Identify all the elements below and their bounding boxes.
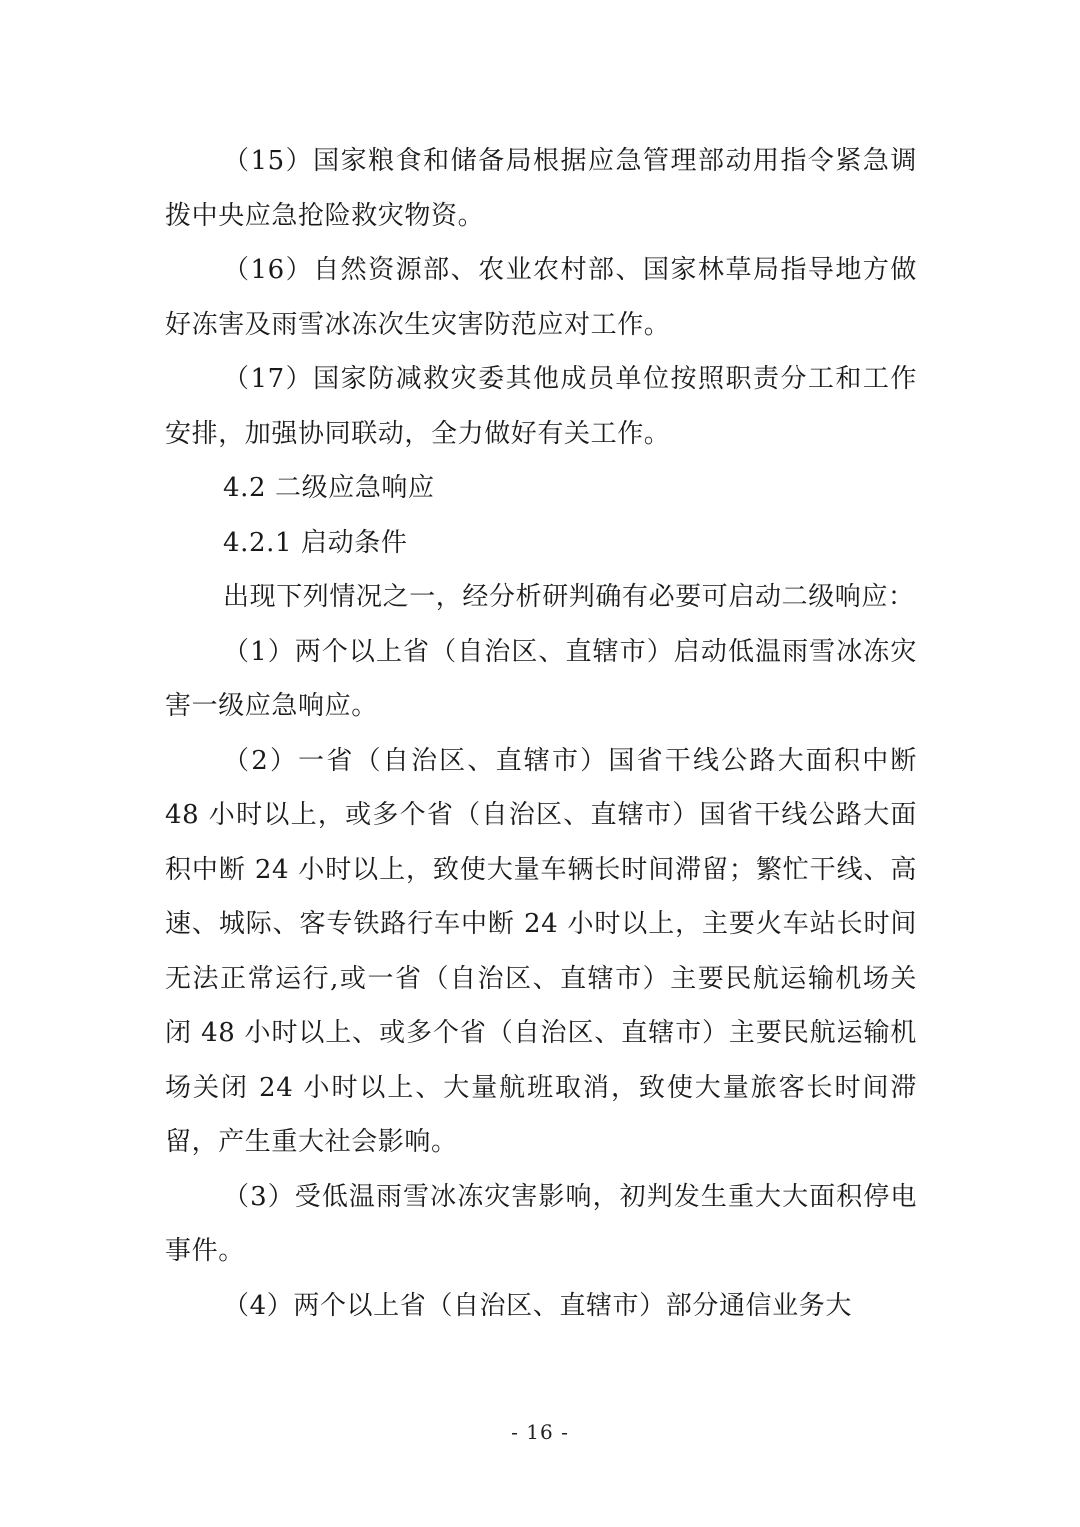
paragraph-item-15: （15）国家粮食和储备局根据应急管理部动用指令紧急调拨中央应急抢险救灾物资。	[165, 146, 917, 231]
section-heading-4-2: 4.2 二级应急响应	[223, 473, 435, 503]
paragraph-condition-2: （2）一省（自治区、直辖市）国省干线公路大面积中断 48 小时以上，或多个省（自治区、直辖市）国省干线公路大面积中断 24 小时以上，致使大量车辆长时间滞留；繁忙干线、高速、城际、客专铁路行车中断 24 小时以上，主要火车站长时间无法正常运行,或一省（自治区、直辖市）主要民航运输机场关闭 48 小时以上、或多个省（自治区、直辖市）主要民航运输机场关闭 24 小时以上、大量航班取消，致使大量旅客长时间滞留，产生重大社会影响。	[165, 745, 917, 1157]
paragraph-item-16: （16）自然资源部、农业农村部、国家林草局指导地方做好冻害及雨雪冰冻次生灾害防范应对工作。	[165, 255, 917, 340]
paragraph-item-17: （17）国家防减救灾委其他成员单位按照职责分工和工作安排，加强协同联动，全力做好有关工作。	[165, 364, 917, 449]
document-body	[165, 134, 917, 1333]
paragraph-condition-1: （1）两个以上省（自治区、直辖市）启动低温雨雪冰冻灾害一级应急响应。	[165, 636, 917, 721]
paragraph-condition-4: （4）两个以上省（自治区、直辖市）部分通信业务大	[223, 1290, 852, 1321]
paragraph-condition-3: （3）受低温雨雪冰冻灾害影响，初判发生重大大面积停电事件。	[165, 1181, 917, 1266]
page-number: - 16 -	[511, 1420, 569, 1444]
paragraph-conditions-intro: 出现下列情况之一，经分析研判确有必要可启动二级响应：	[223, 582, 915, 612]
section-heading-4-2-1: 4.2.1 启动条件	[223, 527, 408, 558]
